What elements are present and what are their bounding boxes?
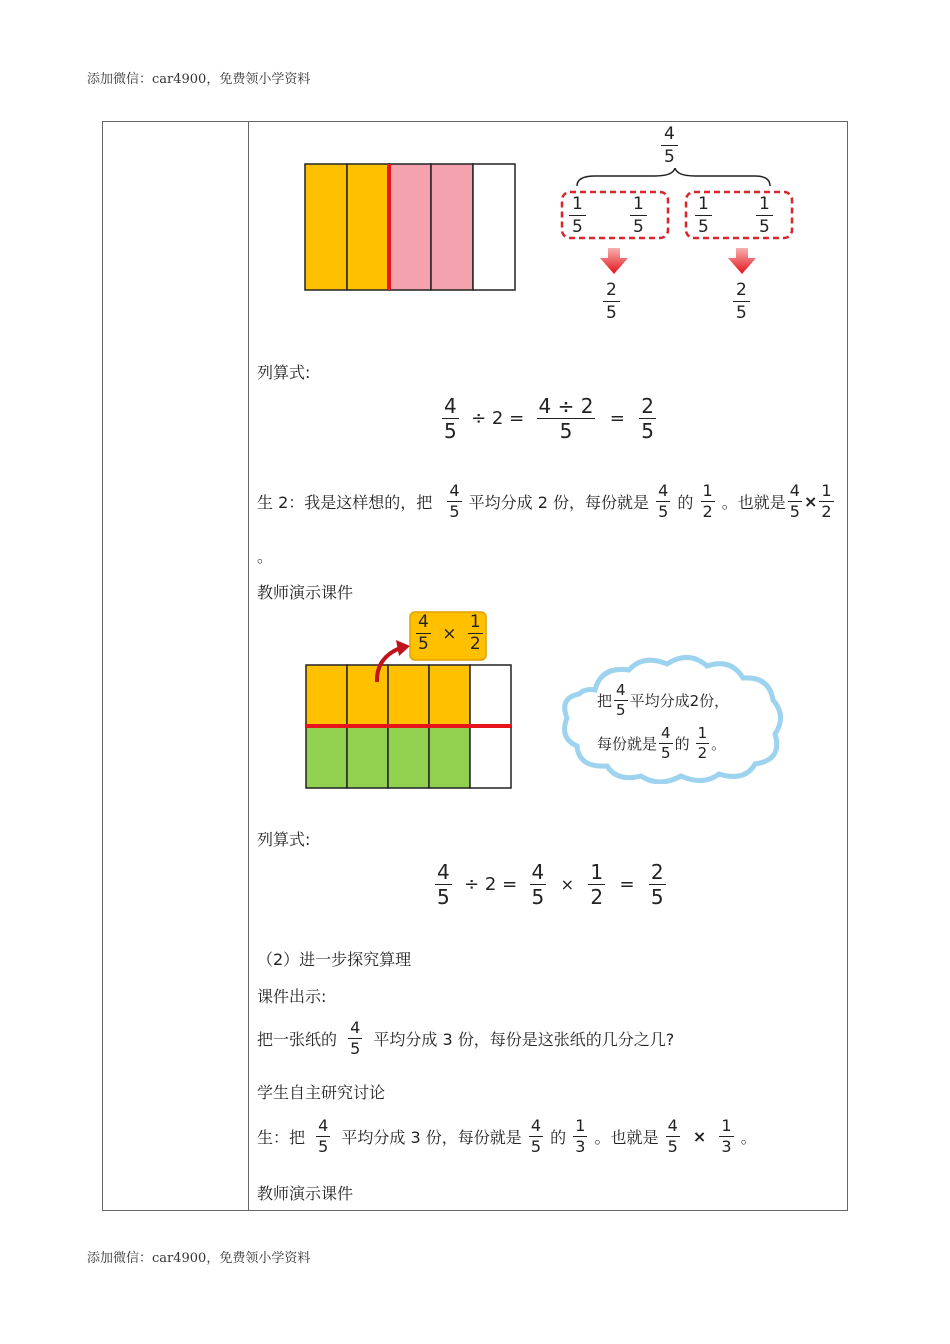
table-column-divider xyxy=(248,121,249,1211)
cloud-shape xyxy=(565,657,781,782)
page-header: 添加微信：car4900，免费领小学资料 xyxy=(87,72,311,87)
result-fraction: 2 5 xyxy=(603,282,620,322)
student2-paragraph: 生 2：我是这样想的，把 $\frac{4}{5}$ 平均分成 2 份，每份就是 $\frac{4}{5}$ 的 $\frac{1}{2}$ 。也就是 $\frac{4}{5}$ × $\frac{1}{2}$ xyxy=(257,481,832,521)
page-footer: 添加微信：car4900，免费领小学资料 xyxy=(87,1251,311,1266)
bar-part-3 xyxy=(389,164,431,290)
bar-part-2 xyxy=(347,164,389,290)
demo-label: 教师演示课件 xyxy=(257,583,354,602)
student2-tail: 。 xyxy=(257,547,274,566)
unit-fraction: 1 5 xyxy=(569,196,586,236)
discussion-label: 学生自主研究讨论 xyxy=(257,1083,386,1102)
student-answer: 生：把 $\frac{4}{5}$ 平均分成 3 份，每份就是 $\frac{4}{5}$ 的 $\frac{1}{3}$ 。也就是 $\frac{4}{5}$ × $\frac{1}{3}$ 。 xyxy=(257,1116,757,1156)
unit-fraction: 1 5 xyxy=(630,196,647,236)
grid-label: $\frac{4}{5}$ × $\frac{1}{2}$ xyxy=(418,612,481,654)
brace-icon xyxy=(577,168,770,186)
grid-bottom-row xyxy=(306,727,511,788)
arrow-head-icon xyxy=(396,640,410,656)
demo-label: 教师演示课件 xyxy=(257,1184,354,1203)
section-heading: （2）进一步探究算理 xyxy=(257,950,412,969)
arrow-down-icon xyxy=(600,248,628,274)
cloud-line-1: 把 $\frac{4}{5}$ 平均分成2份， xyxy=(597,681,730,719)
calc-label: 列算式: xyxy=(257,830,311,849)
result-fraction: 2 5 xyxy=(733,282,750,322)
question-text: 把一张纸的 $\frac{4}{5}$ 平均分成 3 份，每份是这张纸的几分之几? xyxy=(257,1018,675,1058)
bar-part-5 xyxy=(473,164,515,290)
unit-fraction: 1 5 xyxy=(695,196,712,236)
unit-fraction: 1 5 xyxy=(756,196,773,236)
courseware-label: 课件出示: xyxy=(257,987,327,1006)
bar-part-4 xyxy=(431,164,473,290)
fraction-bar-figure xyxy=(300,160,520,294)
equation-1: $\frac{4}{5}$ ÷ 2 = $\frac{4 \div 2}{5}$ = $\frac{2}{5}$ xyxy=(444,394,654,443)
top-fraction: 4 5 xyxy=(661,126,678,166)
grid-top-row xyxy=(306,665,511,727)
cloud-line-2: 每份就是 $\frac{4}{5}$ 的 $\frac{1}{2}$ 。 xyxy=(597,724,727,762)
bar-part-1 xyxy=(305,164,347,290)
equation-2: $\frac{4}{5}$ ÷ 2 = $\frac{4}{5}$ × $\frac{1}{2}$ = $\frac{2}{5}$ xyxy=(437,860,664,909)
calc-label: 列算式: xyxy=(257,363,311,382)
arrow-down-icon xyxy=(728,248,756,274)
thought-cloud xyxy=(555,652,787,784)
